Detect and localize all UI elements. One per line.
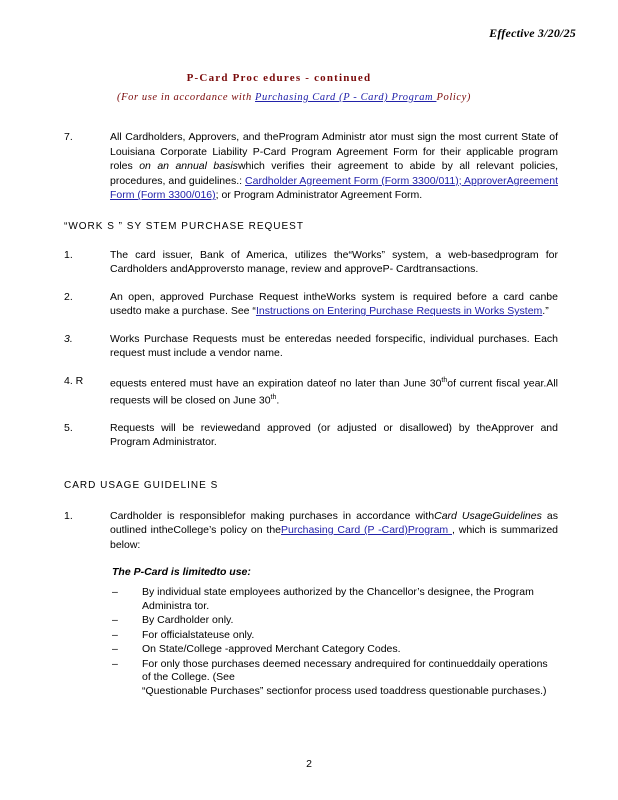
list-item [112,643,558,657]
bullet3-b: state [190,628,214,641]
works1-text2: program for Cardholders and [110,248,558,275]
works4-text3: of current fiscal year. [447,377,547,389]
list-item-7 [64,130,558,203]
cu1-italic2: Guidelines [492,509,542,522]
bullet5-c: daily operations of the College. (See [142,657,548,683]
list-number: 1. [64,248,73,261]
cu1-text3: as outlined in [110,509,558,536]
list-item-7-text [110,130,558,203]
list-item [112,629,558,643]
cardholder-agreement-form-link[interactable]: Cardholder Agreement Form (Form 3300/011) [245,174,459,187]
list-item [112,658,558,699]
approver-agreement-link-b[interactable]: Agreement Form (Form 3300/016) [110,174,559,201]
document-header-title: P-Card Proc edures - continued [186,72,372,84]
bullet5-d: “Questionable Purchases” section [142,684,300,697]
section-heading-works: “WORK S ” SY STEM PURCHASE REQUEST [64,220,304,232]
dash-marker: – [112,657,118,670]
works-list-item-3 [64,332,558,361]
works2-text5: to make a purchase. See “ [132,305,256,317]
item7-text-a: All Cardholders, Approvers, and the [110,131,279,143]
works4-text: equests entered must have an expiration date [110,377,328,389]
approver-agreement-link-a[interactable]: Approver [464,174,507,187]
dash-marker: – [112,614,118,626]
works4-text6: . [276,394,280,406]
list-number: 4. R [64,374,84,387]
works5-text2: and approved (or adjusted or disallowed) by the [242,421,492,434]
card-usage-item-1-text [110,509,558,553]
works2-text3: Works system is required before a card can [326,290,547,303]
works-item-3-text [110,332,558,361]
document-header-subtitle [0,92,588,103]
page-number: 2 [306,758,312,770]
purchasing-card-program-link-b[interactable]: Program [407,524,452,536]
works-list-item-5 [64,421,558,450]
works5-text: Requests will be reviewed [110,421,243,434]
card-usage-bullet-list [112,586,558,698]
works2-text6: .” [542,305,549,317]
item7-sep1: ; [458,174,465,187]
works1-text: The card issuer, Bank of America, utilizes the“Works” system, a web-based [110,248,500,261]
cu1-text2: for making purchases in accordance with [233,509,435,522]
document-body [64,130,558,699]
bullet-3-text [142,629,558,643]
bullet1-line1: By individual state employees authorized by the Chancellor’s designee, the Program [142,586,534,598]
works1-text6: transactions. [418,263,479,275]
works-list-item-1 [64,248,558,277]
list-number: 5. [64,421,73,434]
cu1-text: Cardholder is responsible [110,509,234,522]
purchasing-card-program-link[interactable]: Purchasing Card (P -Card) [281,524,408,536]
sublist-title-b: is limited [168,566,217,578]
works1-text3: Approvers [187,263,236,275]
works3-text3: specific, individual purchases. Each request must include a vendor name. [110,332,559,359]
bullet-1-text [142,586,558,613]
dash-marker: – [112,586,118,598]
works3-text2: as needed for [320,332,388,345]
works-list-item-2 [64,290,558,319]
list-number: 7. [64,131,73,143]
bullet3-a: For official [142,628,191,641]
item7-text-b: Program Administr ator must sign the most current State of Louisiana Corporate Liability P-Card [110,131,559,158]
sublist-title-a: The P-Card [112,566,169,578]
works3-text: Works Purchase Requests must be entered [110,332,321,345]
instructions-entering-purchase-requests-link[interactable]: Instructions on Entering Purchase Requests in Works System [255,305,543,317]
works1-text4: to manage, review and approve [235,263,383,275]
works4-text2: of no later than June 30 [327,377,442,389]
bullet5-f: address questionable purchases.) [388,684,547,697]
item7-text-d: which verifies their agreement to abide [237,160,436,172]
works4-text4: All requests will [110,377,558,406]
works2-text4: be used [110,290,558,317]
list-item [112,614,558,628]
works-item-2-text [110,290,558,319]
dash-marker: – [112,628,118,641]
bullet-4-text: On State/College -approved Merchant Category Codes. [142,643,401,655]
cu1-text4: the [158,524,174,536]
dash-marker: – [112,643,118,655]
list-number: 2. [64,290,73,303]
list-item [112,586,558,613]
works4-sup2: th [270,393,277,401]
works5-text3: Approver and Program Administrator. [110,421,558,448]
sublist-title [112,566,558,578]
header-sub-prefix: (For use in accordance with [117,92,256,103]
section-heading-card-usage: CARD USAGE GUIDELINE S [64,479,219,491]
cu1-text5: College’s policy on the [173,524,282,536]
works2-text: An open, approved Purchase Request in [110,290,312,303]
works-item-5-text [110,421,558,450]
works-list-item-4 [64,374,558,408]
item7-italic: on an annual basis [139,160,238,172]
list-number: 1. [64,509,73,522]
header-sub-suffix: Policy) [436,92,471,103]
bullet3-c: use only. [213,628,255,641]
item7-text-f: : [239,174,246,187]
bullet5-b: required for continued [371,657,475,670]
works2-text2: the [311,290,327,303]
bullet5-a: For only those purchases deemed necessary and [142,657,372,670]
cu1-italic: Card Usage [434,509,493,522]
purchasing-card-policy-link[interactable]: Purchasing Card (P - Card) Program [255,92,437,103]
item7-text-c: Program Agreement Form for their applicable program roles [110,145,559,172]
works4-sup1: th [441,376,448,384]
sublist-title-c: to use: [216,566,251,578]
bullet-2-text: By Cardholder only. [142,614,234,626]
item7-text-e: by all relevant policies, procedures, and guidelines. [110,160,558,187]
bullet1-line2: Administra tor. [142,599,210,612]
effective-date: Effective 3/20/25 [489,26,576,40]
list-number: 3. [64,332,73,345]
works-item-1-text [110,248,558,277]
bullet5-e: for process used to [299,684,389,697]
cu1-text6: , which is summarized below: [110,524,559,551]
works4-text5: be closed on June 30 [170,394,271,406]
works-item-4-text [110,374,558,408]
works1-text5: P- Card [382,263,419,275]
item7-sep2: ; or Program Administrator Agreement Form. [215,189,423,201]
bullet-5-text [142,658,558,699]
card-usage-list-item-1 [64,509,558,553]
